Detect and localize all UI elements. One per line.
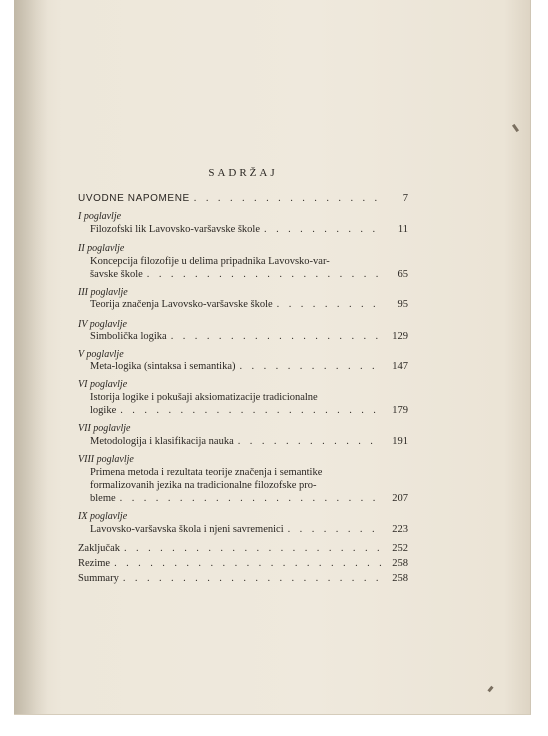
toc-entry xyxy=(90,270,408,283)
dot-leader xyxy=(277,300,382,311)
toc-entry-intro xyxy=(78,194,408,207)
toc-entry-text: Simbolička logika xyxy=(90,331,167,342)
toc-entry xyxy=(90,362,408,375)
chapter-label: II poglavlje xyxy=(78,243,125,254)
dot-leader xyxy=(114,559,382,570)
dot-leader xyxy=(238,437,382,448)
toc-entry-conclusion xyxy=(78,544,408,557)
toc-entry xyxy=(90,437,408,450)
page-number: 179 xyxy=(392,405,408,416)
toc-entry-text: Summary xyxy=(78,573,119,584)
toc-entry-text: Meta-logika (sintaksa i semantika) xyxy=(90,361,236,372)
toc-entry-text: šavske škole xyxy=(90,269,143,280)
toc-entry-text: bleme xyxy=(90,493,116,504)
chapter-label: I poglavlje xyxy=(78,211,122,222)
toc-entry-text: Primena metoda i rezultata teorije značenja i semantike xyxy=(90,467,323,478)
toc-entry-text: UVODNE NAPOMENE xyxy=(78,193,190,204)
page-number: 11 xyxy=(397,224,408,235)
page-number: 191 xyxy=(392,436,408,447)
dot-leader xyxy=(124,544,382,555)
dot-leader xyxy=(240,362,383,373)
page-number: 258 xyxy=(392,558,408,569)
toc-entry xyxy=(90,300,408,313)
dot-leader xyxy=(171,332,382,343)
chapter-label: VIII poglavlje xyxy=(78,454,134,465)
page-number: 252 xyxy=(392,543,408,554)
dot-leader xyxy=(264,225,382,236)
toc-entry-text: logike xyxy=(90,405,117,416)
dot-leader xyxy=(120,406,382,417)
dot-leader xyxy=(123,574,382,585)
toc-entry xyxy=(90,494,408,507)
toc-entry-text: Metodologija i klasifikacija nauka xyxy=(90,436,234,447)
page-number: 207 xyxy=(392,493,408,504)
toc-entry-text: Lavovsko-varšavska škola i njeni savremenici xyxy=(90,524,284,535)
toc-entry xyxy=(90,525,408,538)
dot-leader xyxy=(194,194,382,205)
toc-entry-text: Filozofski lik Lavovsko-varšavske škole xyxy=(90,224,261,235)
page-number: 129 xyxy=(392,331,408,342)
toc-entry-text: Rezime xyxy=(78,558,111,569)
page-gutter-shadow xyxy=(14,0,48,714)
toc-entry-text: Teorija značenja Lavovsko-varšavske škole xyxy=(90,299,273,310)
toc-entry-text: Koncepcija filozofije u delima pripadnika Lavovsko-var- xyxy=(90,256,330,267)
chapter-label: V poglavlje xyxy=(78,349,124,360)
toc-entry-text: Zaključak xyxy=(78,543,120,554)
toc-entry xyxy=(90,332,408,345)
dot-leader xyxy=(147,270,382,281)
chapter-label: III poglavlje xyxy=(78,287,128,298)
chapter-label: IX poglavlje xyxy=(78,511,128,522)
dot-leader xyxy=(120,494,382,505)
page-number: 147 xyxy=(392,361,408,372)
toc-entry-text: Istorija logike i pokušaji aksiomatizacije tradicionalne xyxy=(90,392,318,403)
toc-entry-text: formalizovanih jezika na tradicionalne filozofske pro- xyxy=(90,480,317,491)
page-number: 7 xyxy=(402,193,408,204)
page-number: 223 xyxy=(392,524,408,535)
toc-entry-rezime xyxy=(78,559,408,572)
chapter-label: VI poglavlje xyxy=(78,379,128,390)
dot-leader xyxy=(288,525,382,536)
chapter-label: VII poglavlje xyxy=(78,423,131,434)
toc-entry-summary xyxy=(78,574,408,587)
page-number: 95 xyxy=(397,299,408,310)
toc-title: SADRŽAJ xyxy=(208,167,278,179)
toc-entry xyxy=(90,406,408,419)
chapter-label: IV poglavlje xyxy=(78,319,127,330)
page-number: 258 xyxy=(392,573,408,584)
toc-entry xyxy=(90,225,408,238)
page-number: 65 xyxy=(397,269,408,280)
